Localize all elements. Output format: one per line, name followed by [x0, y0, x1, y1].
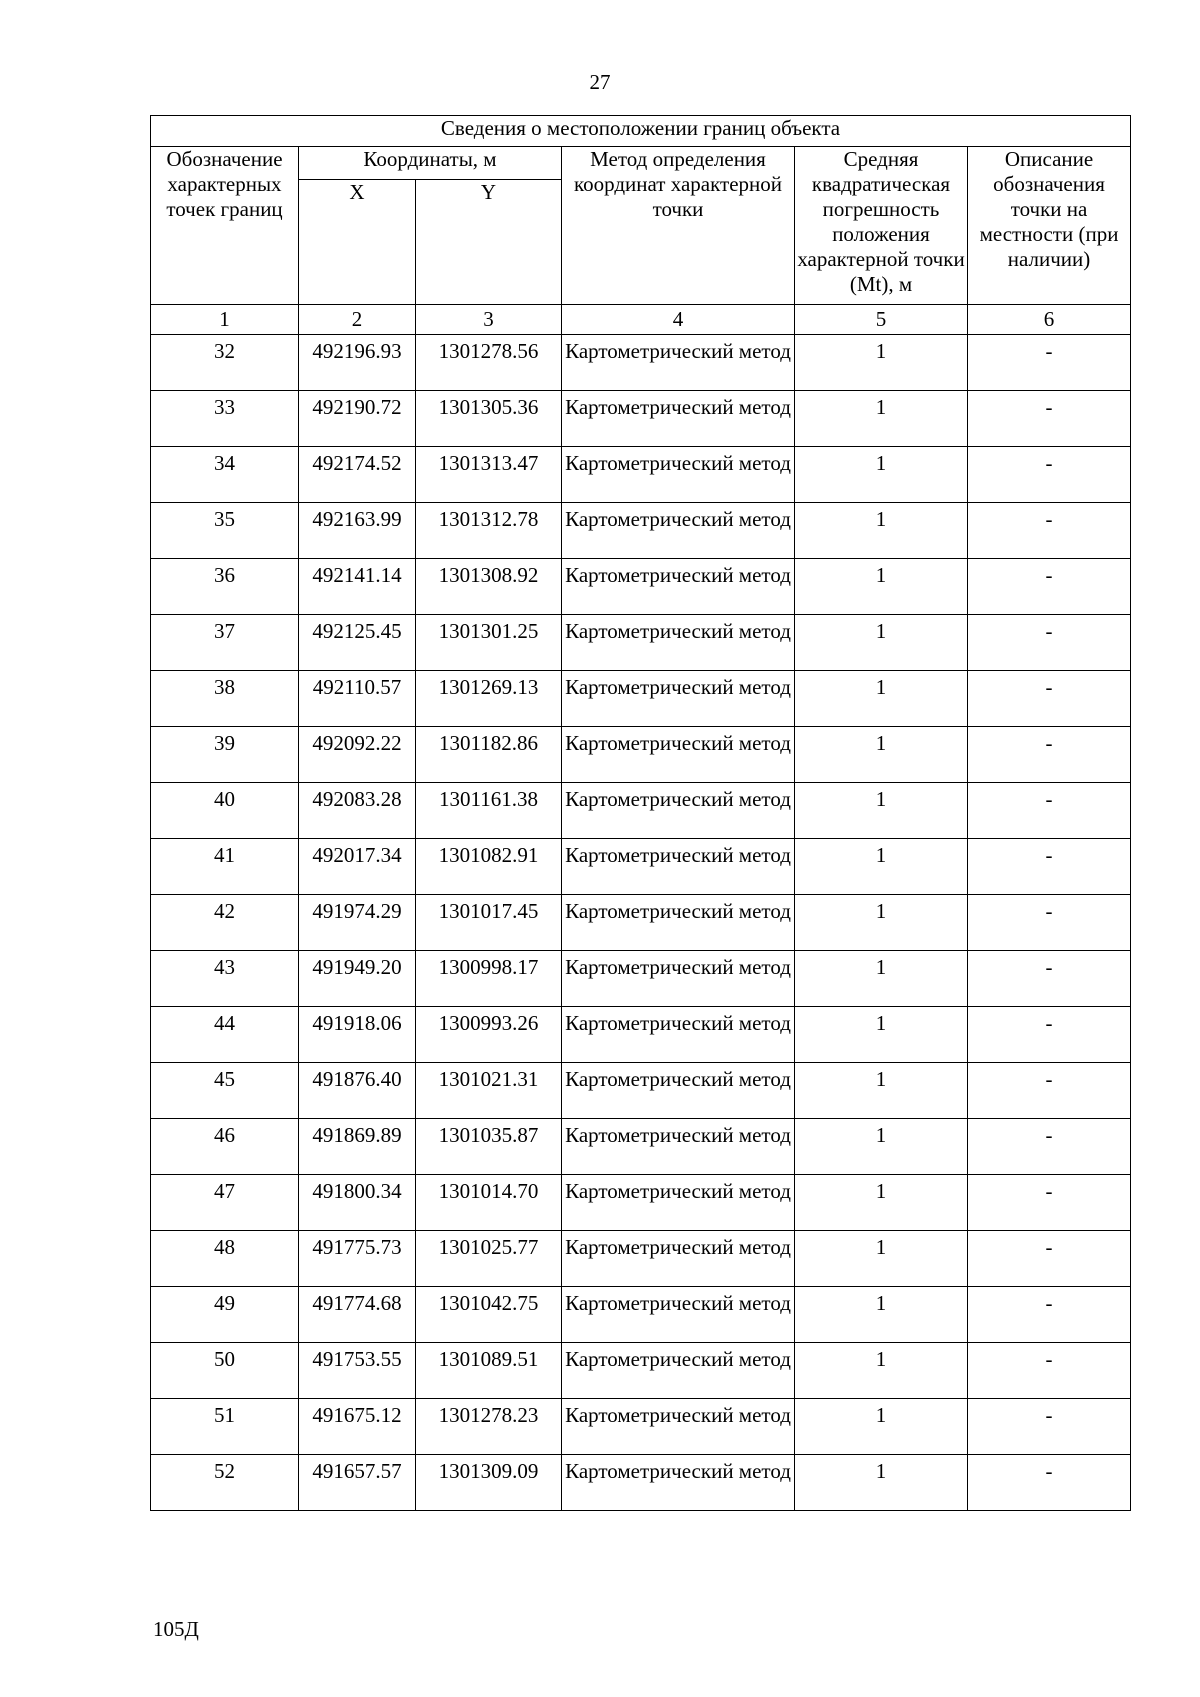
cell-x: 491876.40 [299, 1063, 416, 1119]
cell-x: 491753.55 [299, 1343, 416, 1399]
cell-description: - [968, 1231, 1131, 1287]
table-row [151, 1175, 1131, 1231]
cell-x: 492174.52 [299, 447, 416, 503]
table-row [151, 727, 1131, 783]
cell-error: 1 [795, 1287, 968, 1343]
cell-x: 492163.99 [299, 503, 416, 559]
cell-y: 1301082.91 [416, 839, 562, 895]
cell-method: Картометрический метод [562, 783, 795, 839]
cell-y: 1301042.75 [416, 1287, 562, 1343]
cell-error: 1 [795, 1119, 968, 1175]
table-row [151, 895, 1131, 951]
table-title: Сведения о местоположении границ объекта [151, 116, 1131, 147]
cell-description: - [968, 447, 1131, 503]
cell-method: Картометрический метод [562, 839, 795, 895]
cell-point: 37 [151, 615, 299, 671]
table-row [151, 783, 1131, 839]
cell-y: 1301025.77 [416, 1231, 562, 1287]
cell-description: - [968, 1007, 1131, 1063]
cell-x: 491800.34 [299, 1175, 416, 1231]
cell-error: 1 [795, 727, 968, 783]
cell-y: 1301309.09 [416, 1455, 562, 1511]
table-row [151, 1007, 1131, 1063]
cell-point: 36 [151, 559, 299, 615]
cell-x: 492092.22 [299, 727, 416, 783]
cell-error: 1 [795, 1231, 968, 1287]
cell-description: - [968, 1399, 1131, 1455]
cell-point: 49 [151, 1287, 299, 1343]
cell-error: 1 [795, 1343, 968, 1399]
cell-error: 1 [795, 783, 968, 839]
cell-description: - [968, 1063, 1131, 1119]
cell-point: 52 [151, 1455, 299, 1511]
boundary-coordinates-table [150, 115, 1131, 1511]
cell-x: 492110.57 [299, 671, 416, 727]
cell-point: 40 [151, 783, 299, 839]
cell-y: 1301161.38 [416, 783, 562, 839]
cell-method: Картометрический метод [562, 615, 795, 671]
cell-point: 43 [151, 951, 299, 1007]
cell-point: 35 [151, 503, 299, 559]
cell-method: Картометрический метод [562, 1175, 795, 1231]
header-y: Y [416, 180, 562, 305]
table-row [151, 951, 1131, 1007]
cell-point: 42 [151, 895, 299, 951]
cell-description: - [968, 1287, 1131, 1343]
table-row [151, 391, 1131, 447]
cell-y: 1301312.78 [416, 503, 562, 559]
header-description: Описание обозначения точки на местности (при наличии) [968, 147, 1131, 305]
cell-x: 492125.45 [299, 615, 416, 671]
cell-method: Картометрический метод [562, 1455, 795, 1511]
table-row [151, 335, 1131, 391]
cell-x: 492017.34 [299, 839, 416, 895]
table-row [151, 671, 1131, 727]
table-row [151, 1455, 1131, 1511]
cell-y: 1301017.45 [416, 895, 562, 951]
cell-error: 1 [795, 391, 968, 447]
cell-description: - [968, 783, 1131, 839]
cell-error: 1 [795, 615, 968, 671]
cell-method: Картометрический метод [562, 1007, 795, 1063]
cell-error: 1 [795, 447, 968, 503]
table-row [151, 839, 1131, 895]
cell-x: 491675.12 [299, 1399, 416, 1455]
cell-method: Картометрический метод [562, 447, 795, 503]
table-row [151, 503, 1131, 559]
cell-y: 1301313.47 [416, 447, 562, 503]
cell-point: 44 [151, 1007, 299, 1063]
cell-point: 46 [151, 1119, 299, 1175]
cell-x: 492196.93 [299, 335, 416, 391]
cell-y: 1300993.26 [416, 1007, 562, 1063]
table-row [151, 1343, 1131, 1399]
cell-error: 1 [795, 839, 968, 895]
cell-error: 1 [795, 951, 968, 1007]
cell-x: 491974.29 [299, 895, 416, 951]
header-x: X [299, 180, 416, 305]
cell-x: 491775.73 [299, 1231, 416, 1287]
cell-point: 47 [151, 1175, 299, 1231]
cell-description: - [968, 727, 1131, 783]
column-number: 2 [299, 305, 416, 335]
cell-error: 1 [795, 1063, 968, 1119]
header-row-1 [151, 147, 1131, 180]
cell-description: - [968, 1175, 1131, 1231]
table-row [151, 615, 1131, 671]
cell-y: 1301182.86 [416, 727, 562, 783]
cell-y: 1301278.56 [416, 335, 562, 391]
cell-method: Картометрический метод [562, 559, 795, 615]
table-title-row [151, 116, 1131, 147]
header-coords: Координаты, м [299, 147, 562, 180]
table-row [151, 1399, 1131, 1455]
cell-y: 1301014.70 [416, 1175, 562, 1231]
cell-y: 1301305.36 [416, 391, 562, 447]
cell-description: - [968, 895, 1131, 951]
cell-method: Картометрический метод [562, 1119, 795, 1175]
cell-x: 491918.06 [299, 1007, 416, 1063]
cell-point: 38 [151, 671, 299, 727]
cell-x: 492083.28 [299, 783, 416, 839]
cell-point: 32 [151, 335, 299, 391]
cell-y: 1301278.23 [416, 1399, 562, 1455]
cell-error: 1 [795, 1007, 968, 1063]
cell-error: 1 [795, 1175, 968, 1231]
cell-point: 50 [151, 1343, 299, 1399]
cell-y: 1301308.92 [416, 559, 562, 615]
cell-x: 491657.57 [299, 1455, 416, 1511]
cell-description: - [968, 1343, 1131, 1399]
cell-method: Картометрический метод [562, 671, 795, 727]
cell-y: 1301301.25 [416, 615, 562, 671]
cell-description: - [968, 503, 1131, 559]
table-row [151, 1063, 1131, 1119]
cell-error: 1 [795, 671, 968, 727]
column-number-row [151, 305, 1131, 335]
cell-point: 45 [151, 1063, 299, 1119]
cell-description: - [968, 1455, 1131, 1511]
column-number: 5 [795, 305, 968, 335]
cell-description: - [968, 615, 1131, 671]
cell-method: Картометрический метод [562, 1231, 795, 1287]
footer-code: 105Д [153, 1617, 199, 1641]
cell-method: Картометрический метод [562, 391, 795, 447]
table-row [151, 559, 1131, 615]
cell-description: - [968, 951, 1131, 1007]
header-point: Обозначение характерных точек границ [151, 147, 299, 305]
cell-method: Картометрический метод [562, 335, 795, 391]
column-number: 1 [151, 305, 299, 335]
cell-description: - [968, 839, 1131, 895]
cell-error: 1 [795, 895, 968, 951]
cell-method: Картометрический метод [562, 1287, 795, 1343]
cell-error: 1 [795, 1399, 968, 1455]
cell-description: - [968, 335, 1131, 391]
cell-method: Картометрический метод [562, 503, 795, 559]
table-row [151, 1231, 1131, 1287]
table-row [151, 447, 1131, 503]
cell-y: 1300998.17 [416, 951, 562, 1007]
table-row [151, 1119, 1131, 1175]
cell-point: 34 [151, 447, 299, 503]
cell-y: 1301269.13 [416, 671, 562, 727]
cell-x: 491774.68 [299, 1287, 416, 1343]
cell-method: Картометрический метод [562, 1343, 795, 1399]
cell-point: 33 [151, 391, 299, 447]
cell-error: 1 [795, 1455, 968, 1511]
cell-point: 51 [151, 1399, 299, 1455]
header-error: Средняя квадратическая погрешность положения характерной точки (Mt), м [795, 147, 968, 305]
column-number: 6 [968, 305, 1131, 335]
cell-description: - [968, 391, 1131, 447]
cell-point: 48 [151, 1231, 299, 1287]
cell-x: 491869.89 [299, 1119, 416, 1175]
cell-description: - [968, 1119, 1131, 1175]
cell-y: 1301021.31 [416, 1063, 562, 1119]
cell-method: Картометрический метод [562, 1063, 795, 1119]
table-row [151, 1287, 1131, 1343]
cell-method: Картометрический метод [562, 951, 795, 1007]
cell-description: - [968, 671, 1131, 727]
column-number: 4 [562, 305, 795, 335]
column-number: 3 [416, 305, 562, 335]
cell-x: 492190.72 [299, 391, 416, 447]
cell-point: 39 [151, 727, 299, 783]
cell-x: 492141.14 [299, 559, 416, 615]
cell-error: 1 [795, 503, 968, 559]
cell-method: Картометрический метод [562, 727, 795, 783]
page-number: 27 [589, 70, 611, 94]
cell-error: 1 [795, 559, 968, 615]
cell-error: 1 [795, 335, 968, 391]
header-method: Метод определения координат характерной точки [562, 147, 795, 305]
cell-point: 41 [151, 839, 299, 895]
cell-y: 1301035.87 [416, 1119, 562, 1175]
cell-x: 491949.20 [299, 951, 416, 1007]
cell-description: - [968, 559, 1131, 615]
cell-method: Картометрический метод [562, 1399, 795, 1455]
cell-method: Картометрический метод [562, 895, 795, 951]
cell-y: 1301089.51 [416, 1343, 562, 1399]
